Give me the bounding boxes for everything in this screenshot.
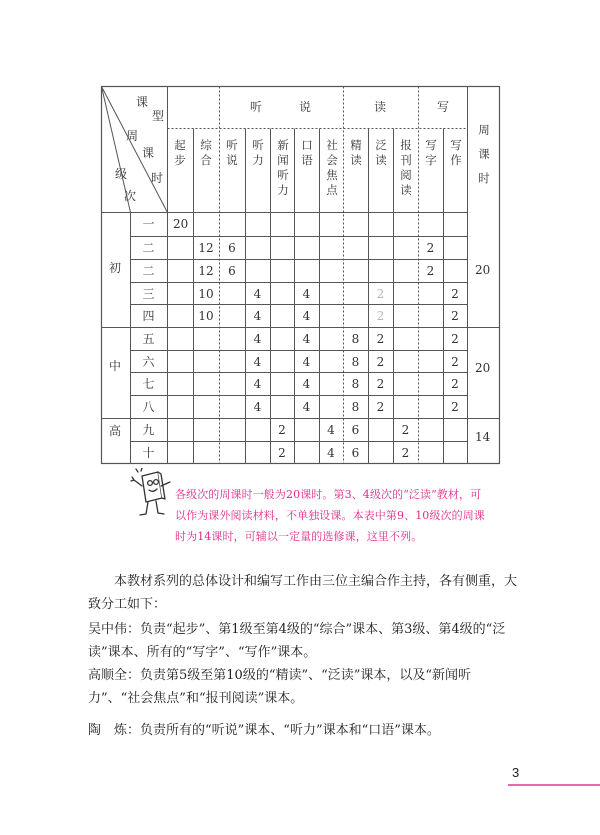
table-cell: 8 — [351, 355, 360, 369]
subheader-fandu: 泛读 — [375, 138, 387, 167]
table-cell: 2 — [376, 287, 385, 301]
table-cell: 2 — [376, 400, 385, 414]
table-cell: 2 — [278, 423, 286, 437]
table-cell: 8 — [351, 332, 360, 346]
weekly-hours-advanced: 14 — [475, 430, 491, 444]
row-label: 九 — [142, 423, 155, 437]
table-cell: 2 — [451, 400, 459, 414]
table-cell: 4 — [302, 287, 311, 301]
row-label: 五 — [142, 332, 155, 346]
table-cell: 4 — [327, 423, 335, 437]
table-cell: 2 — [451, 377, 459, 391]
table-cell: 2 — [376, 355, 385, 369]
table-cell: 2 — [278, 446, 286, 460]
table-cell: 2 — [426, 241, 435, 255]
subheader-xiezuo: 写作 — [450, 138, 462, 167]
subheader-xiezi: 写字 — [425, 138, 437, 167]
table-cell: 4 — [302, 332, 311, 346]
subheader-shehuijiaodian: 社会焦点 — [326, 138, 338, 197]
level-label-advanced: 高 — [109, 424, 122, 438]
table-cell: 4 — [302, 309, 311, 323]
group-header-listen: 听 — [250, 100, 263, 114]
header-xing: 型 — [152, 109, 165, 123]
weekly-hours-intermediate: 20 — [475, 361, 491, 375]
level-label-intermediate: 中 — [109, 359, 122, 373]
subheader-kouyu: 口语 — [301, 138, 313, 167]
table-cell: 6 — [351, 446, 360, 460]
header-zhou: 周 — [126, 129, 139, 143]
table-cell: 6 — [228, 264, 236, 278]
row-label: 四 — [142, 309, 155, 323]
row-label: 七 — [142, 377, 155, 391]
table-cell: 8 — [351, 400, 360, 414]
table-cell: 2 — [451, 355, 459, 369]
header-ci: 次 — [124, 189, 137, 203]
cartoon-book-icon — [128, 468, 176, 520]
table-cell: 4 — [302, 400, 311, 414]
subheader-tingshuo: 听说 — [226, 138, 238, 167]
table-cell: 4 — [302, 377, 311, 391]
table-cell: 4 — [302, 355, 311, 369]
subheader-xinwentingli: 新闻听力 — [277, 138, 289, 197]
row-label: 十 — [142, 446, 155, 460]
table-cell: 20 — [173, 217, 189, 231]
subheader-zonghe: 综合 — [200, 138, 212, 167]
row-label: 八 — [142, 400, 155, 414]
table-cell: 4 — [253, 287, 262, 301]
table-cell: 4 — [253, 355, 262, 369]
subheader-baokanyuedu: 报刊阅读 — [400, 138, 412, 197]
table-cell: 4 — [253, 377, 262, 391]
row-label: 二 — [142, 264, 155, 278]
table-cell: 12 — [198, 264, 214, 278]
table-cell: 2 — [376, 332, 385, 346]
header-ji: 级 — [115, 167, 128, 181]
row-label: 三 — [142, 287, 155, 301]
weekly-hours-header: 周课时 — [478, 123, 490, 185]
weekly-hours-beginner: 20 — [475, 263, 491, 277]
header-ke2: 课 — [142, 146, 155, 160]
group-header-write: 写 — [437, 100, 450, 114]
table-cell: 2 — [451, 309, 459, 323]
table-cell: 2 — [426, 264, 435, 278]
table-cell: 2 — [451, 332, 459, 346]
subheader-jingdu: 精读 — [350, 138, 362, 167]
table-cell: 4 — [327, 446, 335, 460]
row-label: 一 — [142, 217, 155, 231]
row-label: 二 — [142, 241, 155, 255]
schedule-note: 各级次的周课时一般为20课时。第3、4级次的“泛读”教材，可以作为课外阅读材料，不单独设课。本表中第9、10级次的周课时为14课时，可辅以一定量的选修课，这里不列。 — [175, 488, 485, 543]
table-cell: 4 — [253, 309, 262, 323]
subheader-tingli: 听力 — [252, 138, 264, 167]
table-cell: 2 — [451, 287, 459, 301]
table-cell: 10 — [198, 287, 214, 301]
paragraph-tao-lian: 陶 炼：负责所有的“听说”课本、“听力”课本和“口语”课本。 — [88, 723, 440, 738]
header-shi: 时 — [151, 171, 164, 185]
paragraph-wu-zhongwei: 吴中伟：负责“起步”、第1级至第4级的“综合”课本、第3级、第4级的“泛读”课本、所有的“写字”、“写作”课本。 — [88, 622, 506, 660]
paragraph-overview: 本教材系列的总体设计和编写工作由三位主编合作主持，各有侧重，大致分工如下： — [88, 574, 518, 612]
page-footer-rule — [508, 784, 600, 786]
group-header-speak: 说 — [299, 100, 312, 114]
table-cell: 6 — [351, 423, 360, 437]
table-cell: 4 — [253, 332, 262, 346]
table-cell: 12 — [198, 241, 214, 255]
header-ke: 课 — [136, 95, 149, 109]
table-cell: 10 — [198, 309, 214, 323]
group-header-read: 读 — [374, 100, 387, 114]
table-cell: 2 — [401, 446, 410, 460]
table-cell: 6 — [228, 241, 236, 255]
paragraph-gao-shunquan: 高顺全：负责第5级至第10级的“精读”、“泛读”课本，以及“新闻听力”、“社会焦点”和“报刊阅读”课本。 — [88, 668, 472, 706]
subheader-qibu: 起步 — [174, 138, 186, 167]
page-number: 3 — [512, 765, 520, 780]
table-cell: 2 — [376, 377, 385, 391]
table-cell: 2 — [401, 423, 410, 437]
table-cell: 2 — [376, 309, 385, 323]
table-cell: 8 — [351, 377, 360, 391]
level-label-beginner: 初 — [109, 261, 122, 275]
table-cell: 4 — [253, 400, 262, 414]
row-label: 六 — [142, 355, 155, 369]
